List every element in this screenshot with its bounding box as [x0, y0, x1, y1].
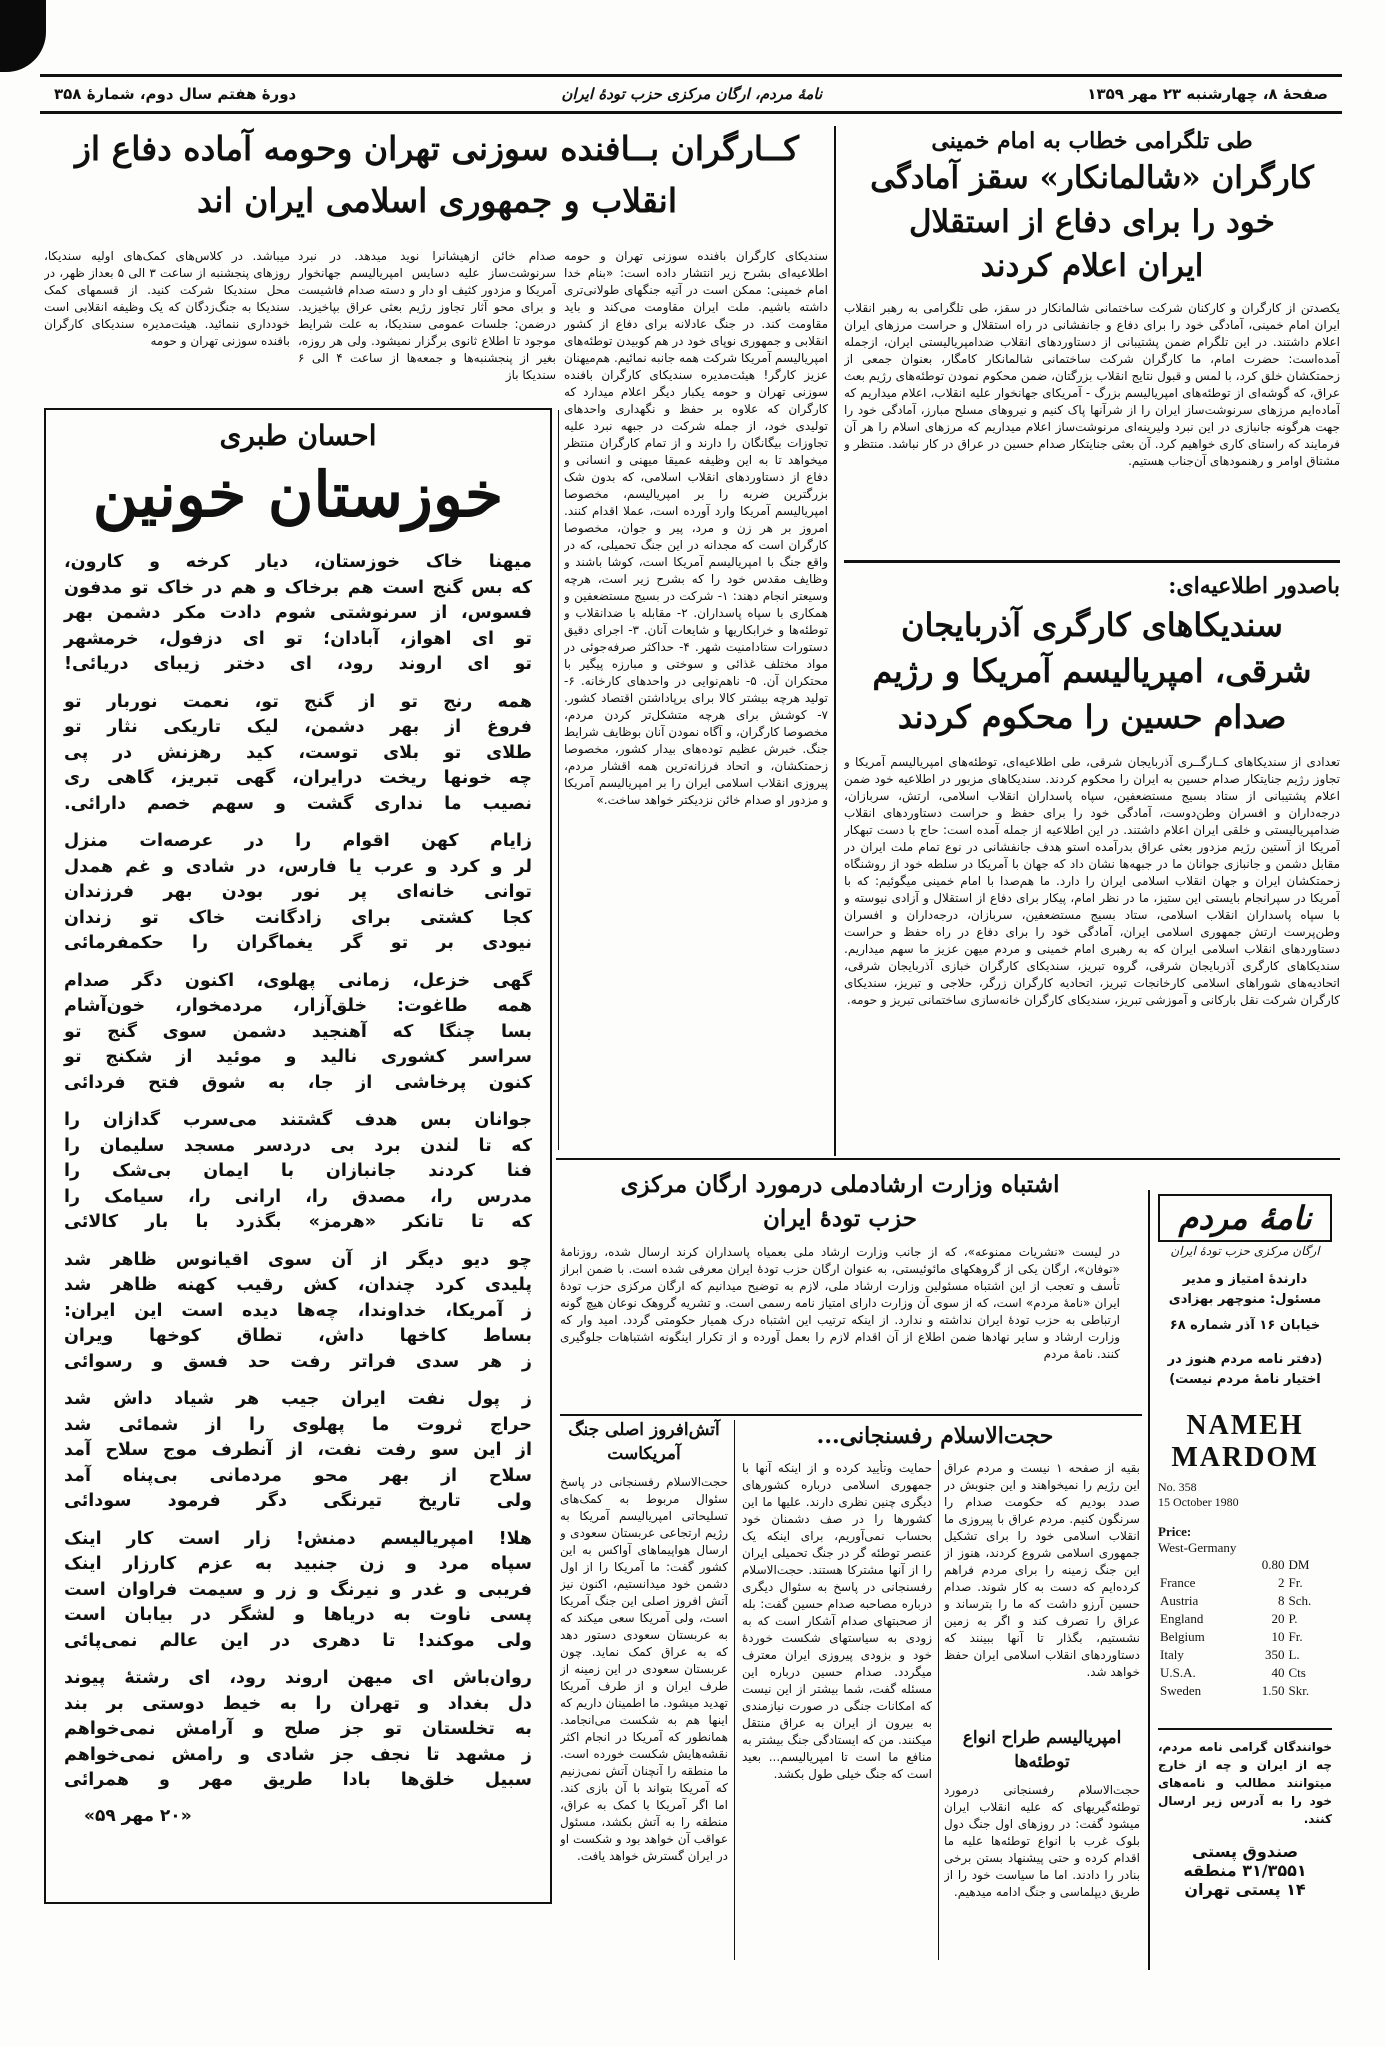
needle-article-col3: میباشد. در کلاس‌های کمک‌های اولیه سندیکا، روزهای پنجشنبه از ساعت ۳ الی ۵ بعداز ظهر، در محل سندیکا شرکت کنید. از قسمهای کمک سندیکا به جنگ‌زدگان که یک وظیفه انقلابی است خودداری ننمائید. هیئت‌مدیره سندیکای کارگران بافنده سوزنی تهران و حومه: [44, 249, 290, 348]
poem-line: میهنا خاک خوزستان، دیار کرخه و کارون،: [64, 552, 532, 572]
saqqez-body: یکصدتن از کارگران و کارکنان شرکت ساختمانی شالمانکار در سقز، طی تلگرامی به رهبر انقلاب ایران امام خمینی، آمادگی خود را برای دفاع و جانفشانی در راه استقلال و حراست مرزهای ایران اعلام داشتند. در این تلگرام ضمن پشتیبانی از دستاوردهای انقلاب ضدامپریالیستی ایران، ازجمله آمده‌است: حضرت امام، ما کارگران شرکت ساختمانی شالمانکار کامگار، بعنوان جمعی از زحمتکشان خلق کرد، با لمس و قبول نتایج انقلاب بزرگتان، ضمن محکوم نمودن توطئه‌های رژیم بعث عراق، که گوشه‌ای از توطئه‌های امپریالیسم بزرگ - آمریکای جهانخوار علیه انقلاب، اعلام میداریم که آماده‌ایم مرزهای سرنوشت‌ساز ایران را از شرآنها پاک کنیم و نیروهای مسلح مبارز، آمادگی خود را جهت هرگونه جانبازی در این نبرد ولیرینه‌ای مرنوشت‌ساز اعلام میداریم که مرزهای اسلام را هر آن فرمایند که راستای کاری خواهیم کرد. آن بعثی جنایتکار صدام حسین در عراق در کار نباشد. منتظر و مشتاق اوامر و رهنمودهای آن‌جناب هستیم.: [844, 301, 1340, 468]
price-country: Italy: [1160, 1647, 1184, 1662]
price-row: [1158, 1610, 1332, 1628]
price-unit: Fr.: [1288, 1575, 1303, 1590]
price-table: [1158, 1556, 1332, 1700]
price-amount: 0.80: [1261, 1557, 1285, 1572]
hojjat-title: حجت‌الاسلام رفسنجانی...: [816, 1423, 1054, 1449]
price-country: U.S.A.: [1160, 1665, 1196, 1680]
poem-line: ز آمریکا، خداوندا، چه‌ها دیده است این ایران:: [64, 1300, 532, 1321]
poem-line: که بس گنج است هم برخاک و هم در خاک تو مدفون: [64, 577, 532, 598]
poem-line: گهی خزعل، زمانی پهلوی، اکنون دگر صدام: [64, 970, 532, 991]
poem-line: که تا تانکر «هرمز» بگذرد با بار کالائی: [64, 1212, 532, 1232]
poem-line: پسی ناوت به دریاها و لشگر در بیابان است: [64, 1605, 532, 1625]
poem-stanza: [64, 1248, 532, 1376]
poem-line: تو ای اهواز، آبادان؛ تو ای دزفول، خرمشهر: [64, 628, 532, 649]
poem-line: بسا چنگا که آهنجید دشمن سوی گنج تو: [64, 1021, 532, 1042]
price-unit: Skr.: [1288, 1683, 1310, 1698]
poem-body: [64, 550, 532, 1794]
fire-article: [560, 1418, 728, 1964]
postal-district: ۱۴ پستی تهران: [1184, 1880, 1306, 1899]
price-country: Belgium: [1160, 1629, 1205, 1644]
price-unit: Fr.: [1288, 1629, 1303, 1644]
poem-line: زایام کهن اقوام را در عرصه‌ات منزل: [64, 831, 532, 851]
price-region: West-Germany: [1158, 1540, 1237, 1555]
poem-line: نیودی بر تو گر یغماگران را حکمفرمائی: [64, 933, 532, 953]
fire-body: حجت‌الاسلام رفسنجانی در پاسخ سئوال مربوط به کمک‌های تسلیحاتی امپریالیسم آمریکا به رژیم ارتجاعی عربستان سعودی و ارسال هواپیماهای آواکس به این کشور گفت: ما آمریکا را از اول دشمن خود میدانستیم، اکنون نیز آتش افروز اصلی این جنگ آمریکا است، ولی آمریکا سعی میکند که به عربستان سعودی دستور دهد که به عراق کمک نماید. چون عربستان سعودی در این زمینه از طرف ایران و از طرف آمریکا تهدید میشود. ما اطمینان داریم که اینها هم به شکست می‌انجامد. همانطور که آمریکا در انجام اکثر نقشه‌هایش شکست خورده است. ما منطقه را آنچنان آتش نمی‌زنیم که آمریکا بتواند با آن بازی کند. اما اگر آمریکا با کمک به عراق، منطقه را به آتش بکشد، مسئول عواقب آن خواهد بود و شکست او در ایران گسترش خواهد یافت.: [560, 1475, 728, 1863]
ministry-top-rule: [556, 1158, 1340, 1160]
poem-line: ز پول نفت ایران جیب هر شیاد داش شد: [64, 1389, 532, 1409]
poem-stanza: [64, 550, 532, 678]
poem-line: ز هر سدی فراتر رفت حد فسق و رسوائی: [64, 1351, 532, 1372]
price-row: [1158, 1664, 1332, 1682]
price-row: [1158, 1646, 1332, 1664]
pobox-number: ۳۱/۳۵۵۱ منطقه: [1183, 1861, 1307, 1880]
poem-stanza: [64, 1387, 532, 1515]
azerbaijan-title-2: شرقی، امپریالیسم آمریکا و رژیم: [872, 652, 1312, 690]
poem-stanza: [64, 969, 532, 1097]
ministry-title-2: حزب تودهٔ ایران: [763, 1205, 917, 1232]
poem-line: تو ای اروند رود، ای دختر زیبای دریائی!: [64, 654, 532, 674]
masthead-subtitle: ارگان مرکزی حزب تودهٔ ایران: [1170, 1244, 1320, 1258]
price-country: [1158, 1556, 1241, 1574]
main-column-divider: [834, 126, 836, 1156]
masthead-latin-1: NAMEH: [1186, 1410, 1304, 1441]
poem-line: حراج ثروت ما پهلوی را از شمائی شد: [64, 1414, 532, 1435]
poem-line: ولی تاریخ تیرنگی دگر فرمود سودائی: [64, 1491, 532, 1511]
poem-line: هلا! امپریالیسم دمنش! زار است کار اینک: [64, 1528, 532, 1549]
poem-line: توانی خانه‌ای پر نور بودن بهر فرزندان: [64, 882, 532, 902]
saqqez-bottom-rule: [844, 560, 1340, 563]
price-unit: DM: [1288, 1557, 1310, 1572]
price-amount: 20: [1271, 1611, 1285, 1626]
masthead-address: خیابان ۱۶ آذر شماره ۶۸: [1169, 1318, 1321, 1333]
poem-date: «۲۰ مهر ۵۹»: [84, 1805, 192, 1826]
poem-line: همه طاغوت: خلق‌آزار، مردمخوار، خون‌آشام: [64, 996, 532, 1016]
corner-mark: [0, 0, 46, 72]
price-amount: 2: [1277, 1575, 1285, 1590]
price-amount: 1.50: [1261, 1683, 1285, 1698]
needle-headline-line2: انقلاب و جمهوری اسلامی ایران اند: [196, 181, 677, 220]
poem-line: فسوس، از سرنوشتی شوم دادت مکر دشمن بهر: [64, 603, 532, 623]
poem-line: سبیل خلق‌ها بادا طریق مهر و همرائی: [64, 1770, 532, 1790]
fire-title-1: آتش‌افروز اصلی جنگ: [568, 1420, 720, 1440]
hojjat-col-a: حمایت وتأیید کرده و از اینکه آنها با جمهوری اسلامی درباره کشورهای دیگری چنین نظری دارند. علیها ما این کشورها را در صف دشمنان خود بحساب نمی‌آوریم، برای اینکه یک عنصر توطئه گر در جنگ تحمیلی ایران را از آنها مشترکا هستند. حجت‌الاسلام رفسنجانی در پاسخ به سئوال دیگری درباره مصاحبه صدام حسین گفت: بله از صحبتهای صدام آشکار است که به زودی به سیاستهای شکست خوردهٔ خود و بزودی پیروزی ایران معترف میگردد. صدام حسین درباره این مسئله گفت، شما بیشتر از این نیست که امکانات جنگی در صورت نیازمندی به بیرون از ایران به عراق منتقل میکنند. من که ایستادگی جنگ بیشتر به منافع ما است تا امپریالیسم... بعید است که جنگ خیلی طول بکشد.: [742, 1461, 932, 1781]
price-label: Price:: [1158, 1524, 1192, 1539]
poem-line: روان‌باش ای میهن اروند رود، ای رشتهٔ پیوند: [64, 1668, 532, 1688]
poem-line: ز مشهد تا نجف جز شادی و رامش نمی‌خواهم: [64, 1744, 532, 1765]
poem-stanza: [64, 1666, 532, 1794]
hojjat-inner-rule: [938, 1460, 939, 1960]
needle-workers-headline: [44, 124, 830, 244]
price-amount: 350: [1264, 1647, 1285, 1662]
price-unit: Cts: [1288, 1665, 1306, 1680]
needle-article-col2: صدام خائن ازهیشانرا نوید میدهد. در نبرد سرنوشت‌ساز علیه دسایس امپریالیسم جهانخوار آمریکا و مزدور کثیف او دار و دسته صدام فاشیست و برای محو آثار تجاوز رژیم بعثی عراق بپاخیزید. درضمن: جلسات عمومی سندیکا، به علت شرایط موجود تا اطلاع ثانوی برگزار نمیشود. ولی هر روزه، بغیر از پنجشنبه‌ها و جمعه‌ها از ساعت ۴ الی ۶ سندیکا باز: [298, 249, 556, 382]
poem-line: دل بغداد و تهران را به خیط دوستی بر بند: [64, 1693, 532, 1714]
poem-line: پلیدی کرد چندان، کش رقیب کهنه ظاهر شد: [64, 1275, 532, 1295]
poem-line: کنون پرخاشی از جا، به شوق فتح فردائی: [64, 1072, 532, 1093]
price-unit: P.: [1288, 1611, 1298, 1626]
pobox-label: صندوق پستی: [1191, 1842, 1299, 1861]
ministry-article: [560, 1168, 1120, 1408]
azerbaijan-body: تعدادی از سندیکاهای کــارگــری آذربایجان شرقی، طی اطلاعیه‌ای، توطئه‌های امپریالیسم آمریکا و تجاوز رژیم جنایتکار صدام حسین به ایران را محکوم کردند. سندیکاهای مزبور در اطلاعیه خود ضمن اعلام پشتیبانی از ستاد بسیج مستضعفین، سپاه پاسداران انقلاب اسلامی، ارتش، سربازان، درجه‌داران و افسران وطن‌دوست، آمادگی خود را برای حفظ و حراست دستاوردهای انقلاب ضدامپریالیستی و خلقی ایران اعلام داشتند. در این اطلاعیه از جمله آمده است: حاج با دست تبهکار آمریکا از آستین رژیم مزدور بعثی عراق بدرآمده استو هدف جانفشانی در نوع تمام ملت ایران در مقابل دشمن و جانبازی جوانان ما در جبهه‌ها نشان داد که جهان با آمریکا در سلطه خود از روشنگاه زحمتکشان ایران و جهان انقلاب اسلامی ایران را دارد. ما هم‌صدا با امام خمینی میگوئیم: که با آمریکا در سپرانجام بایستی این ستیز، ما در نظر امام، پیکار برای دفاع از استقلال و آزادی نیوسته و با سپاه پاسداران انقلاب اسلامی، ستاد بسیج مستضعفین، سربازان، درجه‌داران و افسران وطن‌پرست ارتش جمهوری اسلامی ایران، آمادگی خود را برای دفاع در راه حفظ و حراست دستاوردهای انقلاب اسلامی ایران که به رهبری امام خمینی و مردم میهن عزیز ما سهم میداریم. سندیکاهای کارگری آذربایجان شرقی، گروه تبریز، سندیکای کارگران خبازی آذربایجان شرقی، اتحادیه‌های شوراهای اسلامی کارخانجات تبریز، اتحادیه کارگران زرگر، حلاجی و تبریز، سندیکای کارگران شرکت نقل بارکانی و آموزشی تبریز، سندیکای کارگران خانه‌سازی ساختمانی تبریز و حومه.: [844, 755, 1340, 1007]
price-amount: 40: [1271, 1665, 1285, 1680]
azerbaijan-title-3: صدام حسین را محکوم کردند: [897, 698, 1287, 736]
poem-line: چه خونها ریخت درایران، گهی تبریز، گاهی ری: [64, 768, 532, 788]
azerbaijan-kicker: باصدور اطلاعیه‌ای:: [1168, 573, 1340, 599]
poem-stanza: [64, 1108, 532, 1236]
poem-stanza: [64, 1527, 532, 1655]
price-row: [1158, 1682, 1332, 1700]
poem-line: همه رنج تو از گنج تو، نعمت نوربار تو: [64, 691, 532, 712]
price-country: Austria: [1160, 1593, 1199, 1608]
price-amount: 8: [1277, 1593, 1285, 1608]
poem-line: سراسر کشوری نالید و موئید از شکنج تو: [64, 1047, 532, 1067]
poem-line: ولی موکند! تا دهری در این عالم نمی‌پائی: [64, 1630, 532, 1651]
masthead-box: [1148, 1190, 1340, 1970]
poem-line: طلای تو بلای توست، کید رهزنش در پی: [64, 742, 532, 763]
hojjat-top-rule: [560, 1414, 1142, 1416]
ministry-title-1: اشتباه وزارت ارشادملی درمورد ارگان مرکزی: [620, 1171, 1060, 1198]
header-paper-name: نامهٔ مردم، ارگان مرکزی حزب تودهٔ ایران: [561, 85, 823, 103]
saqqez-title-2: خود را برای دفاع از استقلال: [909, 204, 1275, 240]
hojjat-col-b2: حجت‌الاسلام رفسنجانی درمورد توطئه‌گیریهای که علیه انقلاب ایران میشود گفت: در روزهای اول جنگ دول بلوک غرب با انواع توطئه‌ها علیه ما اقدام کرده و حتی پیشنهاد بستن برخی بنادر را دادند. اما ما سیاست خود را از طریق دیپلماسی و جنگ ادامه میدهیم.: [944, 1783, 1140, 1899]
masthead-logo: نامهٔ مردم: [1158, 1194, 1332, 1242]
saqqez-title-1: کارگران «شالمانکار» سقز آمادگی: [870, 160, 1314, 196]
poem-line: سپاه مرد و زن جنبید به عزم کارزار اینک: [64, 1554, 532, 1574]
azerbaijan-article: [844, 570, 1340, 1150]
readers-note: خوانندگان گرامی نامه مردم، چه از ایران و چه از خارج میتوانند مطالب و نامه‌های خود را به آدرس زیر ارسال کنند.: [1158, 1728, 1332, 1828]
saqqez-title-3: ایران اعلام کردند: [980, 248, 1204, 284]
poem-line: جوانان بس هدف گشتند می‌سرب گدازان را: [64, 1110, 532, 1130]
poem-line: نصیب ما نداری گشت و سهم خصم دارائی.: [64, 793, 532, 814]
fire-title-2: آمریکاست: [607, 1444, 681, 1464]
poem-line: لر و کرد و عرب یا فارس، در شادی و غم همدل: [64, 856, 532, 877]
masthead-issue: No. 358: [1158, 1480, 1197, 1494]
page-header: [40, 74, 1342, 114]
header-date: صفحهٔ ۸، چهارشنبه ۲۳ مهر ۱۳۵۹: [1087, 85, 1328, 103]
poem-line: به تخلستان تو جز صلح و آرامش نمی‌خواهم: [64, 1719, 532, 1739]
price-row: [1158, 1628, 1332, 1646]
price-amount: 10: [1271, 1629, 1285, 1644]
hojjat-subtitle: امپریالیسم طراح انواع توطئه‌ها: [962, 1728, 1122, 1772]
azerbaijan-title-1: سندیکاهای کارگری آذربایجان: [901, 606, 1283, 644]
hojjat-col-b: بقیه از صفحه ۱ نیست و مردم عراق این رژیم را نمیخواهند و این جنوبش در صدد بودیم که حکومت صدام را سرنگون کنیم. مردم عراق با پیروزی ما انقلاب اسلامی خود را برای تشکیل جمهوری اسلامی شروع کردند، هنوز از این جنگ زمینه را برای مردم فراهم کرده‌ایم که دست به کار شوند. صدام حسین آرزو داشت که ما را بترساند و عراق را تصرف کند و اگر به زمین نشستیم، بگذار تا آنها ببینند که دستاوردهای انقلاب اسلامی ایران حفظ خواهد شد.: [944, 1461, 1140, 1679]
poem-line: مدرس را، مصدق را، ارانی را، سیامک را: [64, 1186, 532, 1207]
poem-line: کجا کشتی برای زادگانت خاک تو زندان: [64, 907, 532, 928]
poem-line: از این سو رفت نفت، از آنطرف موج سلاح آمد: [64, 1440, 532, 1460]
poem-line: فنا کردند جانبازان با ایمان بی‌شک را: [64, 1161, 532, 1181]
price-row: [1158, 1592, 1332, 1610]
poem-line: که تا لندن برد بی دردسر مسجد سلیمان را: [64, 1135, 532, 1156]
poem-stanza: [64, 690, 532, 818]
masthead-latin-2: MARDOM: [1171, 1442, 1319, 1473]
price-country: France: [1160, 1575, 1196, 1590]
masthead-license: دارندهٔ امتیاز و مدیر مسئول: منوچهر بهزادی: [1168, 1272, 1322, 1307]
poem-line: سلاح از بهر محو مردمانی بی‌پناه آمد: [64, 1465, 532, 1486]
poem-title: خوزستان خونین: [92, 458, 504, 531]
fire-divider: [734, 1420, 735, 1960]
poem-line: بساط کاخها داش، تطاق کوخها ویران: [64, 1326, 532, 1346]
poem-stanza: [64, 829, 532, 957]
poem-line: فریبی و غدر و نیرنگ و زر و سیمت فراوان است: [64, 1579, 532, 1600]
price-unit: L.: [1288, 1647, 1300, 1662]
saqqez-kicker: طی تلگرامی خطاب به امام خمینی: [931, 128, 1253, 154]
needle-headline-line1: کــارگران بــافنده سوزنی تهران وحومه آماده دفاع از: [75, 129, 799, 168]
poem-line: چو دیو دیگر از آن سوی اقیانوس ظاهر شد: [64, 1249, 532, 1270]
price-unit: Sch.: [1288, 1593, 1312, 1608]
ministry-body: در لیست «نشریات ممنوعه»، که از جانب وزارت ارشاد ملی بعمیاه پاسداران کرند ارسال شده، روزنامهٔ «توفان»، ارگان یکی از گروهکهای مائوئیستی، به عنوان ارگان حزب تودهٔ ایران معرفی شده است. با ضمن ابراز تأسف و تعجب از این اشتباه مسئولین وزارت ارشاد ملی، لازم به توضیح میدانیم که ارگان مرکزی حزب تودهٔ ایران «نامهٔ مردم» است، که از سوی آن وزارت دارای امتیاز نامه رسمی است. و تشریه گروهک نوعان هیچ گونه ارتباطی به حزب تودهٔ ایران نداشته و ندارد. از اینکه ترتیب این اشتباه درک همیار حکومتی گردد. امید وار که وزارت ارشاد و سایر نهادها ضمن اطلاع از آن اقدام لازم را بعمل آورده و از تکرار اینگونه اشتباهات جلوگیری کنند. نامهٔ مردم: [560, 1245, 1120, 1361]
saqqez-article: [844, 126, 1340, 546]
price-row: [1158, 1556, 1332, 1574]
poem-line: فروغ از بهر دشمن، لیک تاریکی نثار تو: [64, 717, 532, 737]
price-country: England: [1160, 1611, 1204, 1626]
needle-divider: [558, 410, 559, 1150]
header-issue: دورهٔ هفتم سال دوم، شمارهٔ ۳۵۸: [54, 85, 297, 103]
poem-author: احسان طبری: [219, 419, 377, 452]
masthead-office-note: (دفتر نامه مردم هنوز در اختیار نامهٔ مردم نیست): [1167, 1352, 1323, 1387]
masthead-date: 15 October 1980: [1158, 1495, 1239, 1509]
price-country: Sweden: [1160, 1683, 1202, 1698]
poem-box: [44, 408, 552, 1904]
price-row: [1158, 1574, 1332, 1592]
needle-article-col1: سندیکای کارگران بافنده سوزنی تهران و حومه اطلاعیه‌ای بشرح زیر انتشار داده است: «بنام خدا امام خمینی: ممکن است در آتیه جنگهای طولانی‌تری داشته باشیم. ملت ایران مقاومت می‌کند و باید مقاومت کند. در جنگ عادلانه برای دفاع از کشور انقلابی و جمهوری نوپای خود در هم کوبیدن توطئه‌های امپریالیسم آمریکا شرکت همه جانبه نمائیم. هم‌میهنان عزیز کارگر! هیئت‌مدیره سندیکای کارگران بافنده سوزنی تهران و حومه یکبار دیگر اعلام میدارد که کارگران که علاوه بر حفظ و نگهداری واحدهای تولیدی خود، از جمله شرکت در جبهه نبرد علیه تجاوزات بیگانگان را دارند و از تمام کارگران منتظر میخواهد تا به این وظیفه عمیقا میهنی و انسانی و دفاع از دستاوردهای انقلاب اسلامی، که بدون شک بزرگترین ضربه را بر امپریالیسم، مخصوصا امپریالیسم آمریکا وارد آورده است، عملا اقدام کنند. امروز بر هر زن و مرد، پیر و جوان، مخصوصا کارگران است که مجدانه در این جنگ تحمیلی، که در واقع جنگ با امپریالیسم آمریکا است، کوشا باشند و وظایف مقدس خود را که بشرح زیر است، هرچه وسیعتر انجام دهند: ۱- شرکت در بسیج مستضعفین و همکاری با سپاه پاسداران. ۲- مقابله با ضدانقلاب و توطئه‌ها و خرابکاریها و شایعات آنان. ۳- اجرای دقیق دستورات ستادامنیت شهر. ۴- حداکثر صرفه‌جوئی در مواد مختلف غذائی و سوختی و مبارزه پیگیر با محتکران آن. ۵- ناهم‌نوایی در واحدهای کارخانه. ۶- تولید هرچه بیشتر کالا برای برپاداشتن اقتصاد کشور. ۷- کوشش برای هرچه متشکل‌تر کردن مردم، مخصوصا کارگران، و آگاه نمودن آنان بوظایف شرایط جنگ. خبرش عظیم توده‌های بیدار کشور، مخصوصا زحمتکشان، و اتحاد فرزانه‌ترین همه اقشار مردم، پیروزی انقلاب اسلامی ایران را بر امپریالیسم آمریکا و مزدور او صدام خائن نزدیکتر خواهد ساخت.»: [564, 249, 828, 807]
